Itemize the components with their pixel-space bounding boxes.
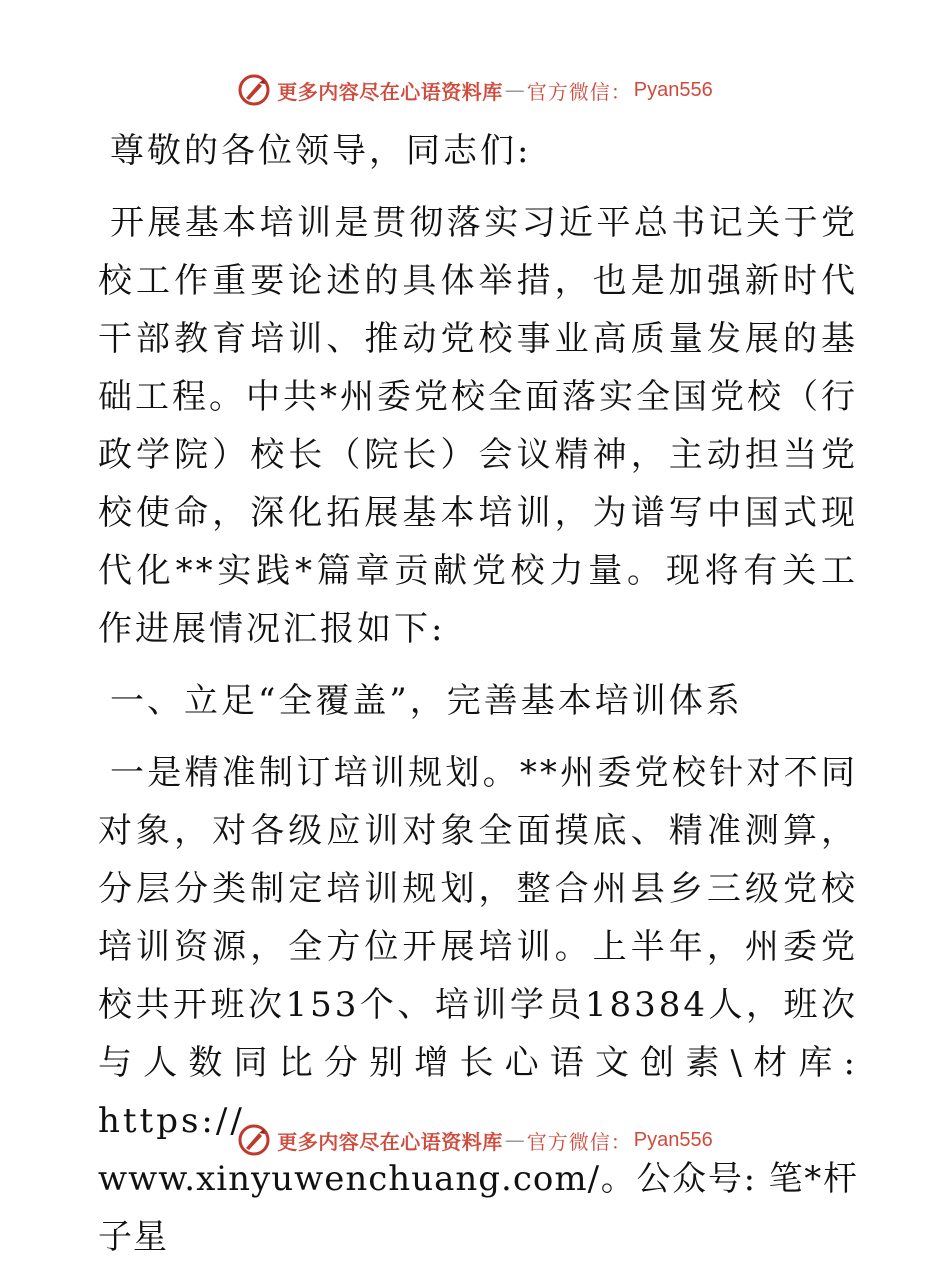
quill-pen-icon [237, 1123, 271, 1157]
watermark-wechat-id: Pyan556 [633, 1128, 713, 1151]
watermark-site-text: 更多内容尽在心语资料库 [277, 1129, 503, 1154]
watermark-footer [0, 1120, 950, 1160]
watermark-site-text: 更多内容尽在心语资料库 [277, 79, 503, 104]
watermark-wechat-id: Pyan556 [633, 78, 713, 101]
paragraph-planning: 一是精准制订培训规划。**州委党校针对不同对象，对各级应训对象全面摸底、精准测算，分层分类制定培训规划，整合州县乡三级党校培训资源，全方位开展培训。上半年，州委党校共开班次153个、培训学员18384人，班次与人数同比分别增长心语文创素\材库: https:// [98, 753, 858, 1141]
watermark-wechat-label: 官方微信： [526, 1129, 632, 1154]
paragraph-intro: 开展基本培训是贯彻落实习近平总书记关于党校工作重要论述的具体举措，也是加强新时代干部教育培训、推动党校事业高质量发展的基础工程。中共*州委党校全面落实全国党校（行政学院）校长（院长）会议精神，主动担当党校使命，深化拓展基本培训，为谱写中国式现代化**实践*篇章贡献党校力量。现将有关工作进展情况汇报如下: [98, 203, 858, 649]
section-heading: 一、立足“全覆盖”，完善基本培训体系 [110, 681, 743, 721]
watermark-wechat-label: 官方微信： [526, 79, 632, 104]
paragraph-planning-tail: www.xinyuwenchuang.com/。公众号: 笔*杆子星 [98, 1159, 858, 1257]
quill-pen-icon [237, 73, 271, 107]
watermark-header [0, 70, 950, 110]
salutation: 尊敬的各位领导，同志们: [110, 131, 532, 171]
watermark-dash: — [504, 1128, 525, 1152]
document-body [98, 122, 858, 1280]
watermark-dash: — [504, 78, 525, 102]
